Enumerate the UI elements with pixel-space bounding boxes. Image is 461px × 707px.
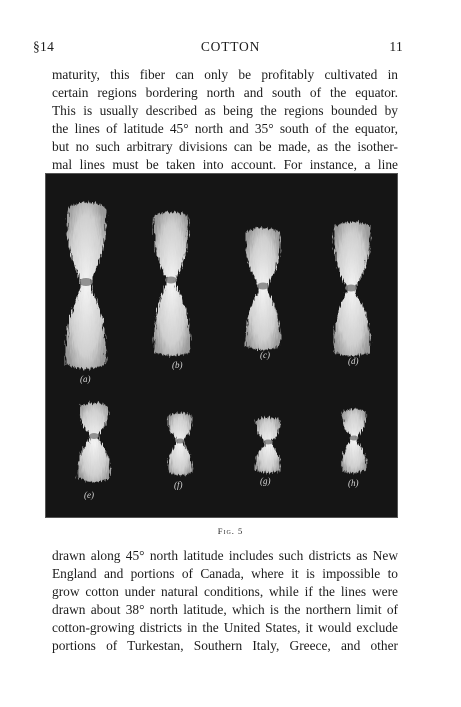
- cotton-samples-photo: [46, 174, 397, 517]
- specimen-label: (c): [260, 350, 270, 360]
- text-line: portions of Turkestan, Southern Italy, Greece, and other: [52, 638, 398, 653]
- figure-caption: Fig. 5: [217, 526, 244, 536]
- page-number: 11: [389, 39, 403, 54]
- paragraph-bottom: [52, 547, 398, 655]
- cotton-sample-b: [154, 212, 191, 356]
- cotton-sample-e: [78, 403, 111, 482]
- text-line: cotton-growing districts in the United States, it would exclude: [52, 620, 398, 635]
- text-line: drawn along 45° north latitude includes such districts as New: [52, 548, 398, 563]
- cotton-sample-h: [342, 409, 367, 473]
- text-line: grow cotton under natural conditions, while if the lines were: [52, 584, 398, 599]
- text-line: certain regions bordering north and south of the equator.: [52, 85, 398, 100]
- specimen-label: (b): [172, 360, 183, 370]
- text-line: but no such arbitrary divisions can be made, as the isother-: [52, 139, 398, 154]
- text-line: the lines of latitude 45° north and 35° south of the equator,: [52, 121, 398, 136]
- section-number: §14: [33, 39, 55, 54]
- cotton-sample-f: [168, 413, 193, 475]
- paragraph-top: [52, 66, 398, 174]
- text-line: England and portions of Canada, where it is impossible to: [52, 566, 398, 581]
- text-line: drawn about 38° north latitude, which is the northern limit of: [52, 602, 398, 617]
- specimen-label: (e): [84, 490, 94, 500]
- text-line: maturity, this fiber can only be profitably cultivated in: [52, 67, 398, 82]
- specimen-label: (d): [348, 356, 359, 366]
- specimen-label: (g): [260, 476, 271, 486]
- cotton-sample-g: [256, 417, 281, 473]
- figure-plate: [45, 173, 398, 518]
- running-title: COTTON: [200, 39, 261, 54]
- specimen-label: (a): [80, 374, 91, 384]
- specimen-label: (h): [348, 478, 359, 488]
- text-line: mal lines must be taken into account. For instance, a line: [52, 157, 398, 172]
- text-line: This is usually described as being the regions bounded by: [52, 103, 398, 118]
- specimen-label: (f): [174, 480, 183, 490]
